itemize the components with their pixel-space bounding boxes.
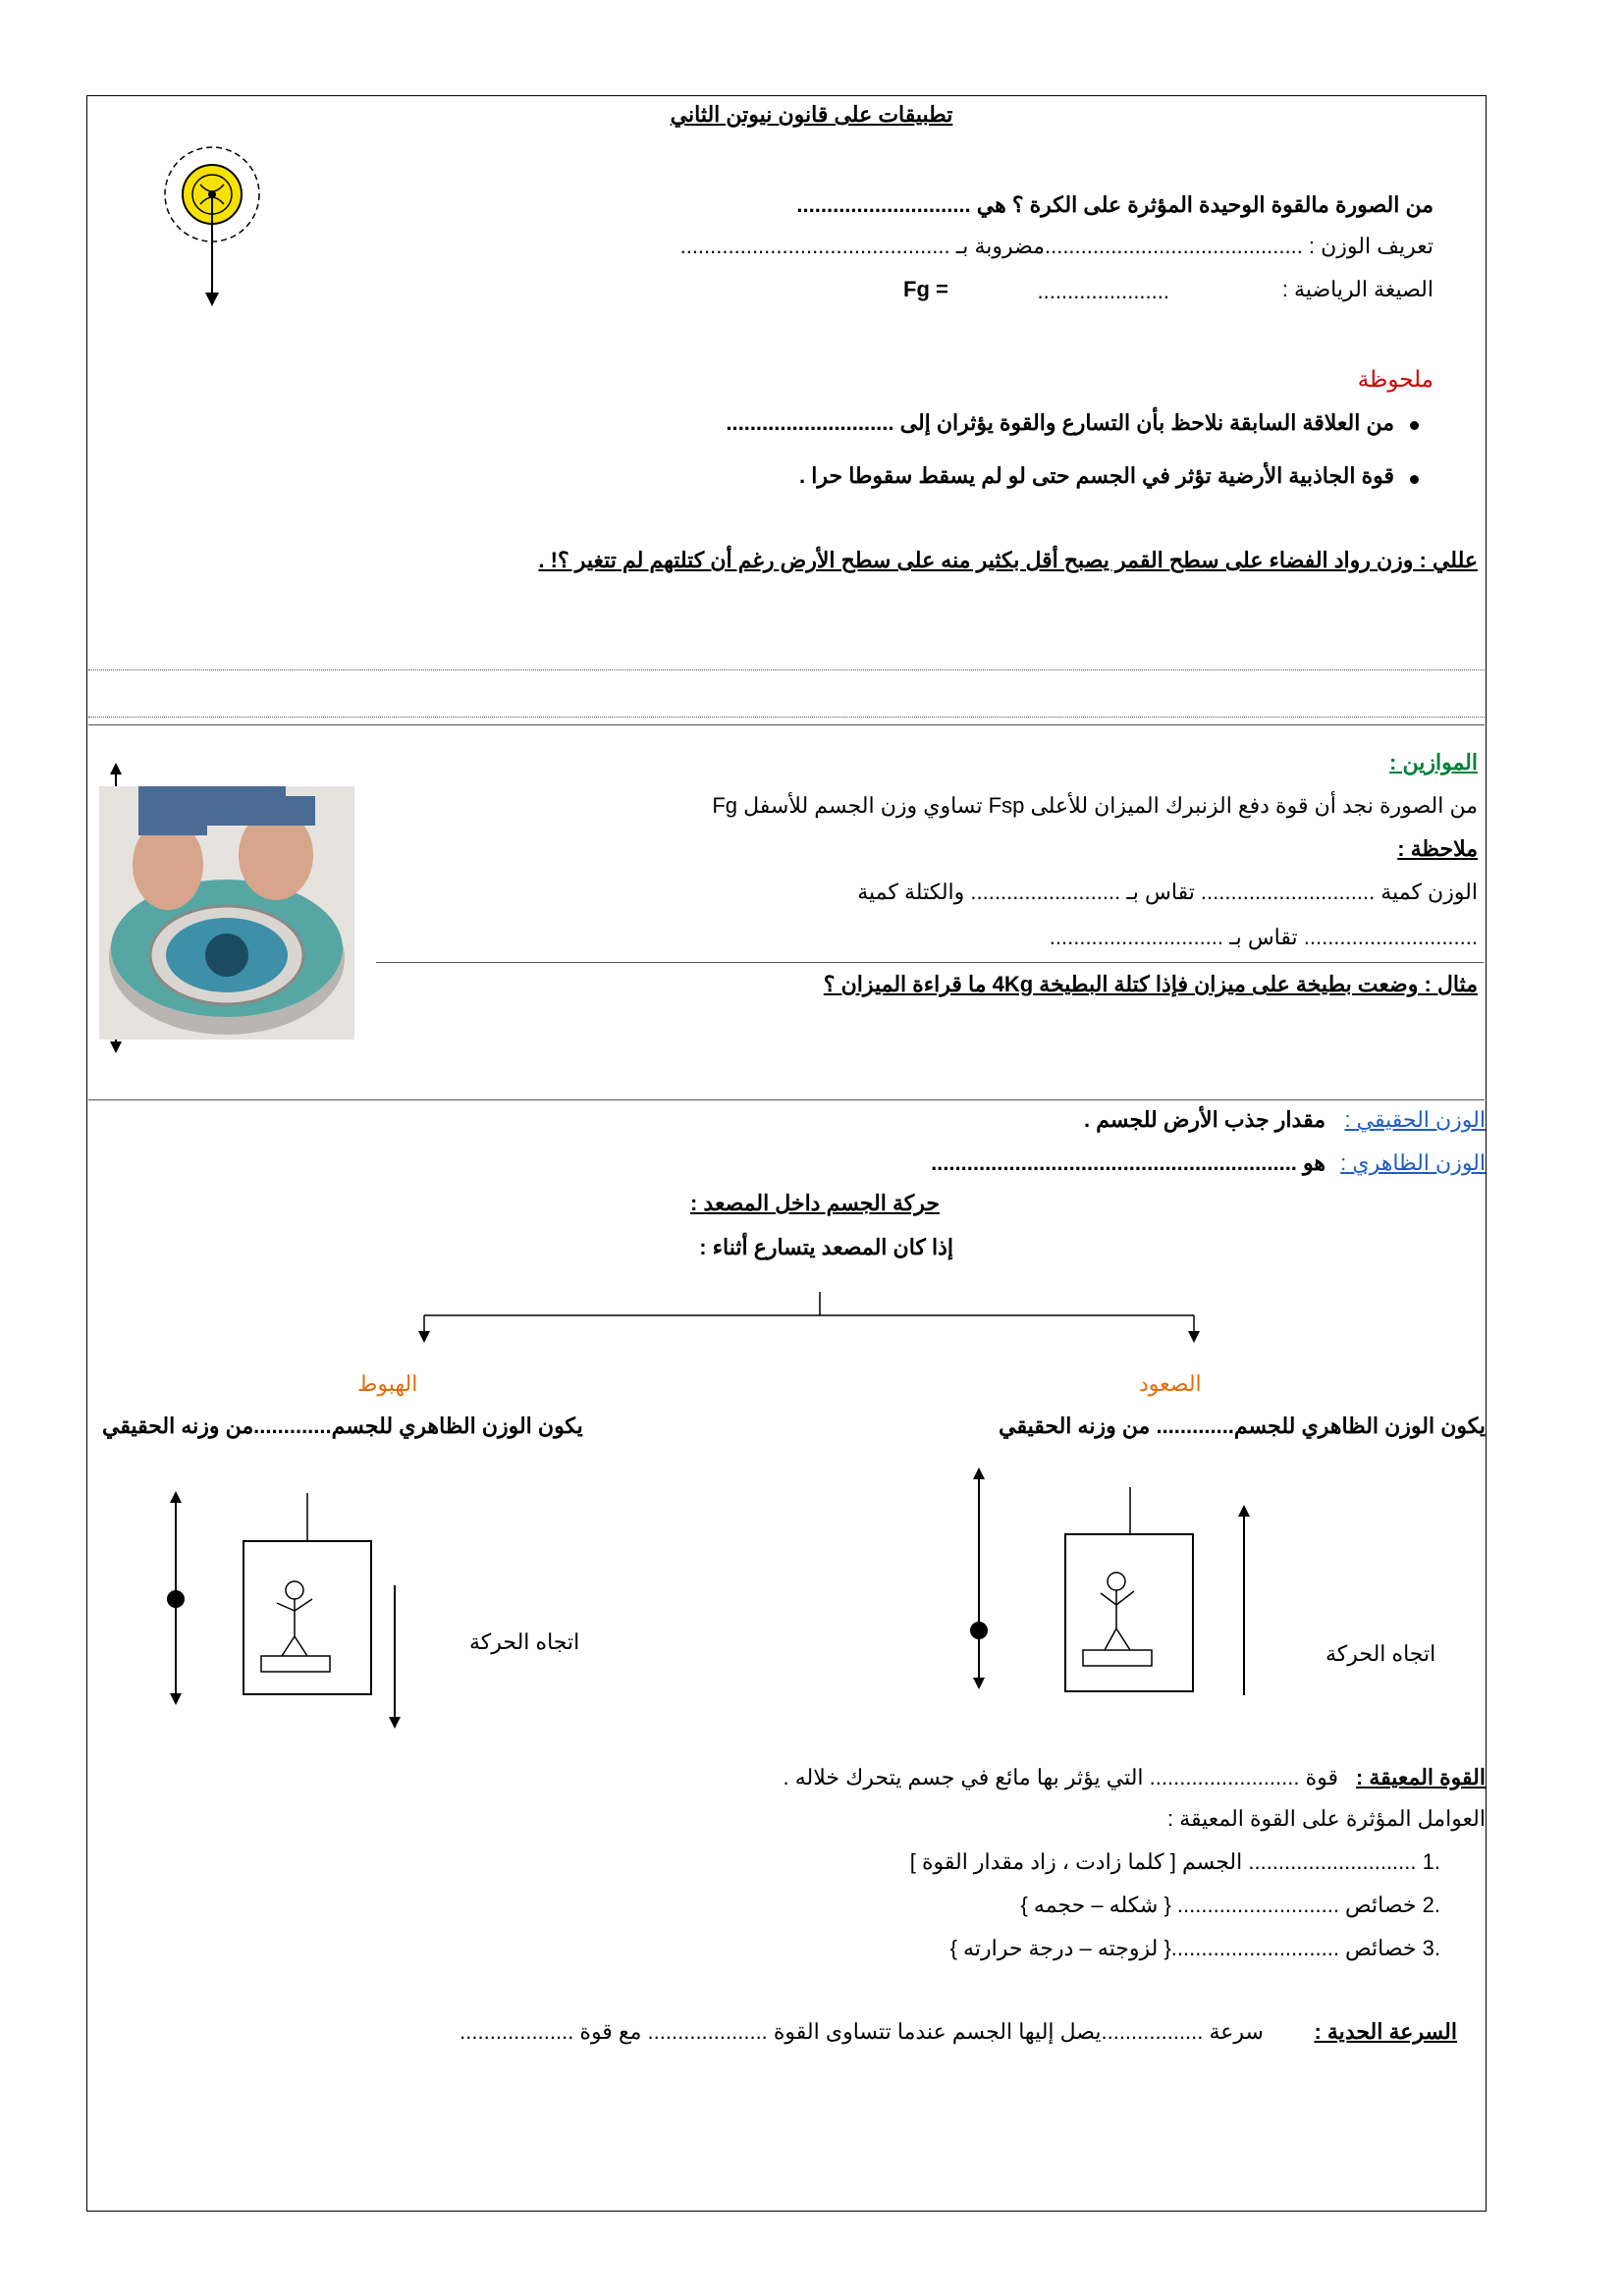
motion-direction-down: اتجاه الحركة bbox=[469, 1629, 580, 1654]
true-weight-def: مقدار جذب الأرض للجسم . bbox=[1084, 1107, 1325, 1132]
bullet-dot bbox=[1410, 421, 1419, 430]
motion-direction-up: اتجاه الحركة bbox=[1325, 1641, 1436, 1666]
elevator-up-diagram bbox=[957, 1468, 1262, 1723]
elevator-accel-title: إذا كان المصعد يتسارع أثناء : bbox=[699, 1235, 953, 1259]
elevator-down-diagram bbox=[157, 1487, 412, 1742]
divider bbox=[88, 724, 1485, 725]
scales-line-2: الوزن كمية ............................. تقاس بـ ......................... والكتلة كمية bbox=[857, 880, 1478, 904]
page-title: تطبيقات على قانون نيوتن الثاني bbox=[670, 102, 953, 127]
divider bbox=[88, 669, 1485, 670]
branch-arrows bbox=[412, 1286, 1198, 1345]
note-bullet-1: من العلاقة السابقة نلاحظ بأن التسارع والقوة يؤثران إلى ............................ bbox=[726, 410, 1394, 435]
apparent-weight-def: هو ............................................................. bbox=[931, 1150, 1325, 1175]
note-title: ملحوظة bbox=[1357, 366, 1434, 392]
scales-line-3: ............................. تقاس بـ ............................. bbox=[1049, 925, 1478, 949]
bathroom-scale-photo bbox=[99, 786, 354, 1040]
bullet-dot bbox=[1410, 475, 1419, 484]
scales-note-title: ملاحظة : bbox=[1397, 836, 1478, 861]
drag-factor-3: .3 خصائص ............................{ لزوجته – درجة حرارته } bbox=[949, 1936, 1440, 1960]
drag-factor-2: .2 خصائص ........................... { شكله – حجمه } bbox=[1020, 1893, 1440, 1917]
ball-gravity-diagram bbox=[157, 139, 275, 316]
drag-title: القوة المعيقة : bbox=[1355, 1765, 1486, 1789]
divider bbox=[376, 962, 1484, 963]
true-weight-label: الوزن الحقيقي : bbox=[1344, 1107, 1486, 1132]
terminal-velocity-title: السرعة الحدية : bbox=[1314, 2019, 1457, 2044]
weight-question: من الصورة مالقوة الوحيدة المؤثرة على الكرة ؟ هي ............................. bbox=[796, 192, 1434, 217]
divider bbox=[88, 1099, 1485, 1100]
drag-factors-title: العوامل المؤثرة على القوة المعيقة : bbox=[1166, 1806, 1486, 1831]
up-text: يكون الوزن الظاهري للجسم............. من وزنه الحقيقي bbox=[999, 1414, 1486, 1438]
terminal-velocity-def: سرعة .................يصل إليها الجسم عندما تتساوى القوة .................... مع قوة ................... bbox=[460, 2019, 1264, 2044]
formula-label: الصيغة الرياضية : bbox=[1281, 277, 1434, 301]
scales-line-1: من الصورة نجد أن قوة دفع الزنبرك الميزان للأعلى Fsp تساوي وزن الجسم للأسفل Fg bbox=[712, 793, 1478, 818]
down-text: يكون الوزن الظاهري للجسم.............من وزنه الحقيقي bbox=[102, 1414, 583, 1438]
drag-definition: قوة ......................... التي يؤثر بها مائع في جسم يتحرك خلاله . bbox=[783, 1765, 1338, 1789]
elevator-motion-title: حركة الجسم داخل المصعد : bbox=[689, 1191, 940, 1215]
explain-question: عللي : وزن رواد الفضاء على سطح القمر يصبح أقل بكثير منه على سطح الأرض رغم أن كتلتهم لم تتغير ؟! . bbox=[538, 548, 1478, 572]
scales-example: مثال : وضعت بطيخة على ميزان فإذا كتلة البطيخة 4Kg ما قراءة الميزان ؟ bbox=[823, 972, 1478, 996]
scales-title: الموازين : bbox=[1389, 750, 1478, 774]
formula-blank: ...................... bbox=[1037, 279, 1169, 303]
up-label: الصعود bbox=[1139, 1371, 1202, 1396]
apparent-weight-label: الوزن الظاهري : bbox=[1340, 1150, 1486, 1175]
formula-symbol: Fg = bbox=[903, 277, 948, 301]
down-label: الهبوط bbox=[357, 1371, 418, 1396]
note-bullet-2: قوة الجاذبية الأرضية تؤثر في الجسم حتى لو لم يسقط سقوطا حرا . bbox=[799, 463, 1394, 488]
drag-factor-1: .1 ............................ الجسم [ كلما زادت ، زاد مقدار القوة ] bbox=[909, 1849, 1440, 1874]
divider bbox=[88, 717, 1485, 718]
weight-definition: تعريف الوزن : ...........................................مضروبة بـ ............................................. bbox=[679, 234, 1434, 258]
